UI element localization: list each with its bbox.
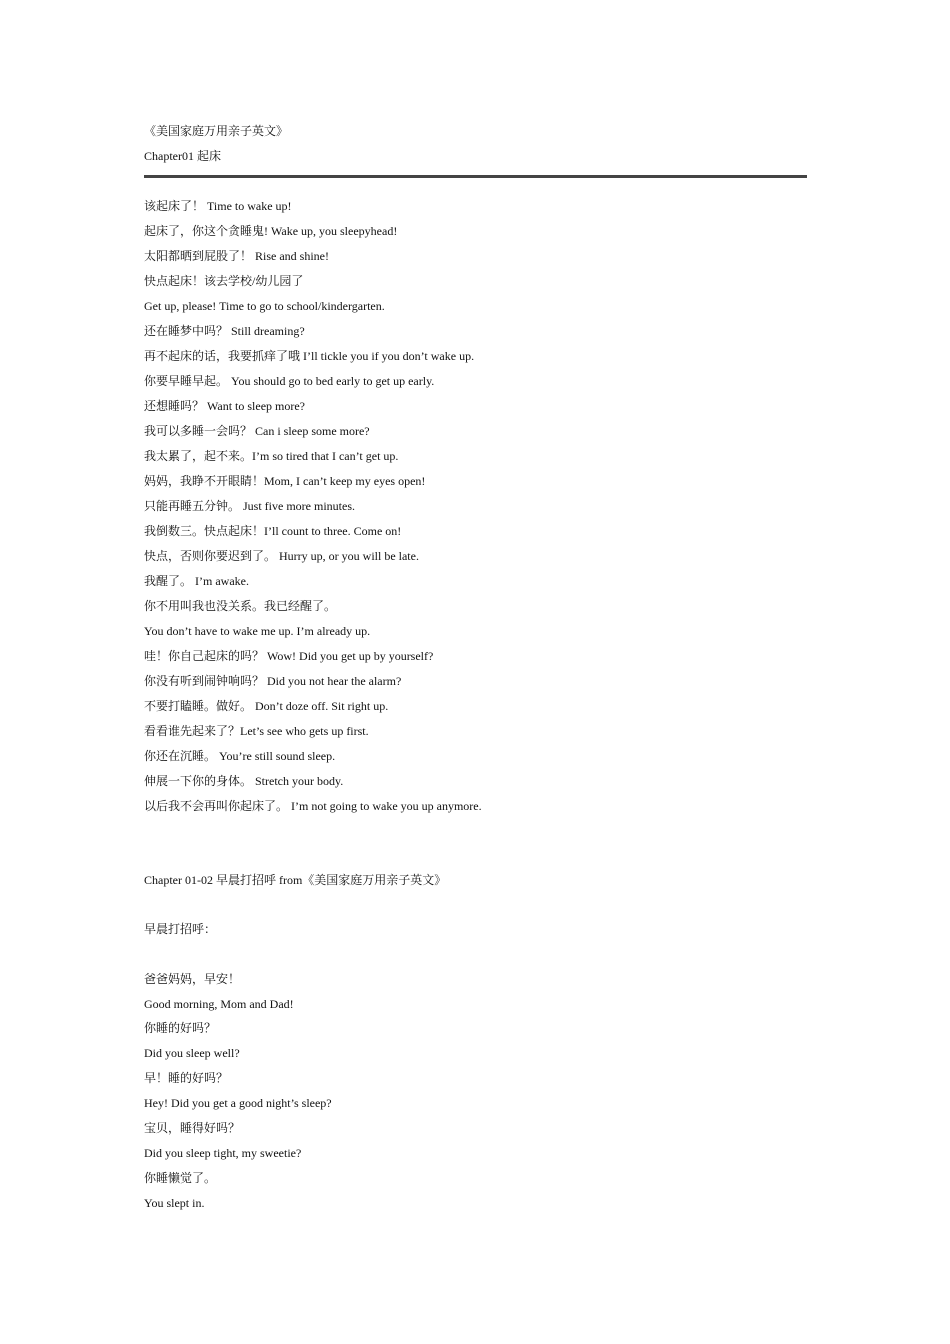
text-line: 我醒了。 I’m awake. [144, 574, 249, 588]
text-line: 太阳都晒到屁股了！ Rise and shine! [144, 249, 329, 263]
section-divider [144, 175, 807, 178]
text-line: You don’t have to wake me up. I’m already up. [144, 624, 371, 638]
text-line: 起床了，你这个贪睡鬼! Wake up, you sleepyhead! [144, 224, 398, 238]
text-line: 快点，否则你要迟到了。 Hurry up, or you will be late. [144, 549, 419, 563]
text-line: 看看谁先起来了？Let’s see who gets up first. [144, 724, 369, 738]
text-line: 只能再睡五分钟。 Just five more minutes. [144, 499, 355, 513]
text-line: 我倒数三。快点起床！I’ll count to three. Come on! [144, 524, 402, 538]
text-line: 不要打瞌睡。做好。 Don’t doze off. Sit right up. [144, 699, 389, 713]
text-line: Did you sleep well? [144, 1046, 240, 1060]
text-line: 你睡的好吗？ [144, 1021, 217, 1035]
text-line: 早！睡的好吗？ [144, 1071, 229, 1085]
section-subtitle: 早晨打招呼： [144, 922, 217, 936]
text-line: 再不起床的话，我要抓痒了哦 I’ll tickle you if you don’t wake up. [144, 349, 475, 363]
chapter-title: Chapter01 起床 [144, 149, 221, 163]
text-line: 伸展一下你的身体。 Stretch your body. [144, 774, 344, 788]
text-line: You slept in. [144, 1196, 205, 1210]
text-line: 你睡懒觉了。 [144, 1171, 217, 1185]
text-line: Hey! Did you get a good night’s sleep? [144, 1096, 332, 1110]
text-line: 爸爸妈妈，早安！ [144, 972, 241, 986]
section-title: Chapter 01-02 早晨打招呼 from《美国家庭万用亲子英文》 [144, 873, 447, 887]
text-line: 妈妈，我睁不开眼睛！Mom, I can’t keep my eyes open! [144, 474, 426, 488]
text-line: 你还在沉睡。 You’re still sound sleep. [144, 749, 336, 763]
text-line: Good morning, Mom and Dad! [144, 997, 294, 1011]
text-line: 我可以多睡一会吗？ Can i sleep some more? [144, 424, 370, 438]
text-line: 你不用叫我也没关系。我已经醒了。 [144, 599, 337, 613]
text-line: 你要早睡早起。 You should go to bed early to get up early. [144, 374, 435, 388]
text-line: 以后我不会再叫你起床了。 I’m not going to wake you up anymore. [144, 799, 482, 813]
text-line: 你没有听到闹钟响吗？ Did you not hear the alarm? [144, 674, 402, 688]
text-line: Did you sleep tight, my sweetie? [144, 1146, 302, 1160]
text-line: 还在睡梦中吗？ Still dreaming? [144, 324, 305, 338]
text-line: 哇！你自己起床的吗？ Wow! Did you get up by yourself? [144, 649, 434, 663]
text-line: 该起床了！ Time to wake up! [144, 199, 292, 213]
text-line: 还想睡吗？ Want to sleep more? [144, 399, 305, 413]
text-line: 宝贝，睡得好吗？ [144, 1121, 241, 1135]
book-title: 《美国家庭万用亲子英文》 [144, 124, 289, 138]
text-line: Get up, please! Time to go to school/kindergarten. [144, 299, 385, 313]
text-line: 我太累了，起不来。I’m so tired that I can’t get up. [144, 449, 399, 463]
text-line: 快点起床！该去学校/幼儿园了 [144, 274, 304, 288]
